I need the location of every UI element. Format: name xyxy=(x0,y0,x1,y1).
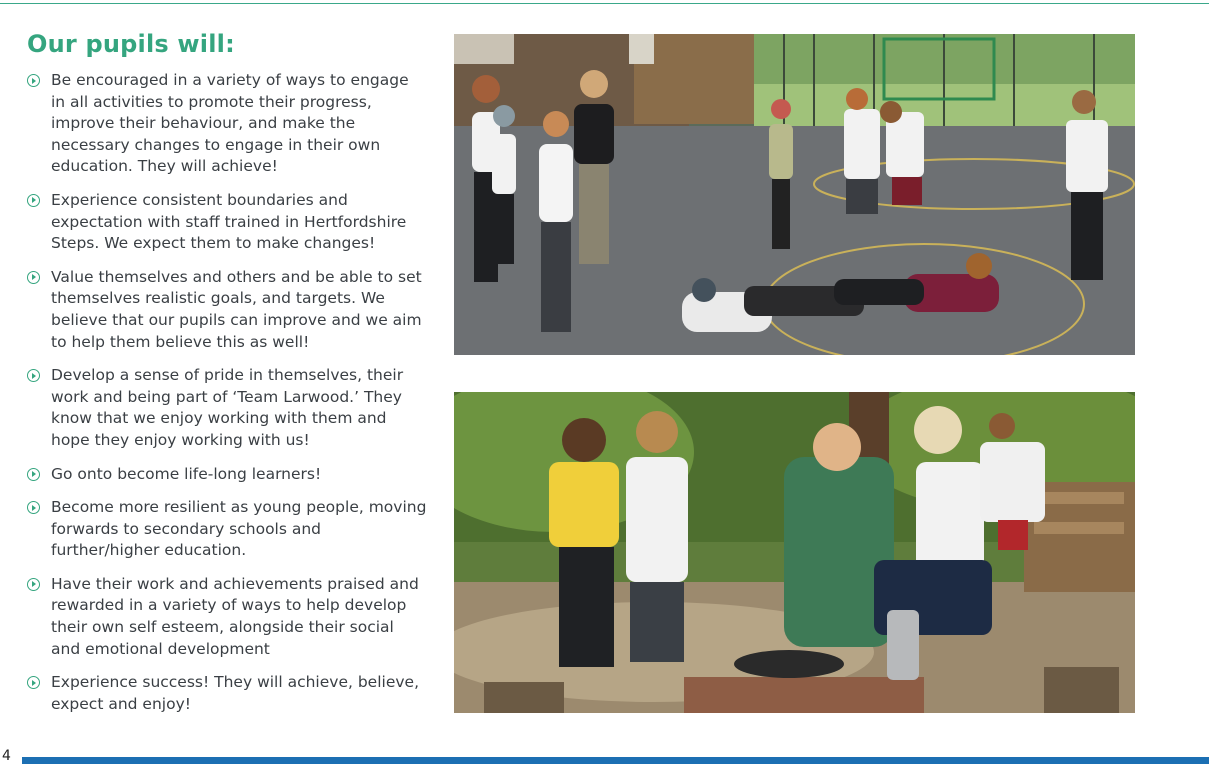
list-item-text: Develop a sense of pride in themselves, their work and being part of ‘Team Larwood.’ They know that we enjoy working with them and hope they enjoy working with us! xyxy=(51,366,404,449)
list-item-text: Have their work and achievements praised and rewarded in a variety of ways to help develop their own self esteem, alongside their social and emotional development xyxy=(51,574,419,658)
play-circle-icon xyxy=(27,194,40,207)
list-item xyxy=(27,672,427,715)
play-circle-icon xyxy=(27,676,40,689)
forest-school-photo xyxy=(454,392,1135,713)
footer-bar xyxy=(22,757,1209,764)
page-heading: Our pupils will: xyxy=(27,30,235,58)
top-divider xyxy=(0,3,1209,4)
list-item xyxy=(27,70,427,178)
play-circle-icon xyxy=(27,369,40,382)
list-item xyxy=(27,464,427,486)
list-item xyxy=(27,267,427,353)
page-number: 4 xyxy=(2,748,11,764)
list-item-text: Experience consistent boundaries and expectation with staff trained in Hertfordshire Steps. We expect them to make changes! xyxy=(51,190,407,253)
list-item xyxy=(27,190,427,255)
list-item-text: Value themselves and others and be able to set themselves realistic goals, and targets. We believe that our pupils can improve and we aim to help them believe this as well! xyxy=(51,267,422,351)
play-circle-icon xyxy=(27,578,40,591)
play-circle-icon xyxy=(27,501,40,514)
play-circle-icon xyxy=(27,468,40,481)
list-item-text: Experience success! They will achieve, believe, expect and enjoy! xyxy=(51,673,419,713)
play-circle-icon xyxy=(27,271,40,284)
play-circle-icon xyxy=(27,74,40,87)
list-item xyxy=(27,497,427,562)
list-item-text: Go onto become life-long learners! xyxy=(51,464,322,483)
list-item xyxy=(27,574,427,660)
pupil-goals-list xyxy=(27,70,427,727)
playground-activity-photo xyxy=(454,34,1135,355)
list-item xyxy=(27,365,427,451)
list-item-text: Be encouraged in a variety of ways to engage in all activities to promote their progress, improve their behaviour, and make the necessary changes to engage in their own education. They will achieve! xyxy=(51,71,409,176)
list-item-text: Become more resilient as young people, moving forwards to secondary schools and further/higher education. xyxy=(51,498,427,560)
